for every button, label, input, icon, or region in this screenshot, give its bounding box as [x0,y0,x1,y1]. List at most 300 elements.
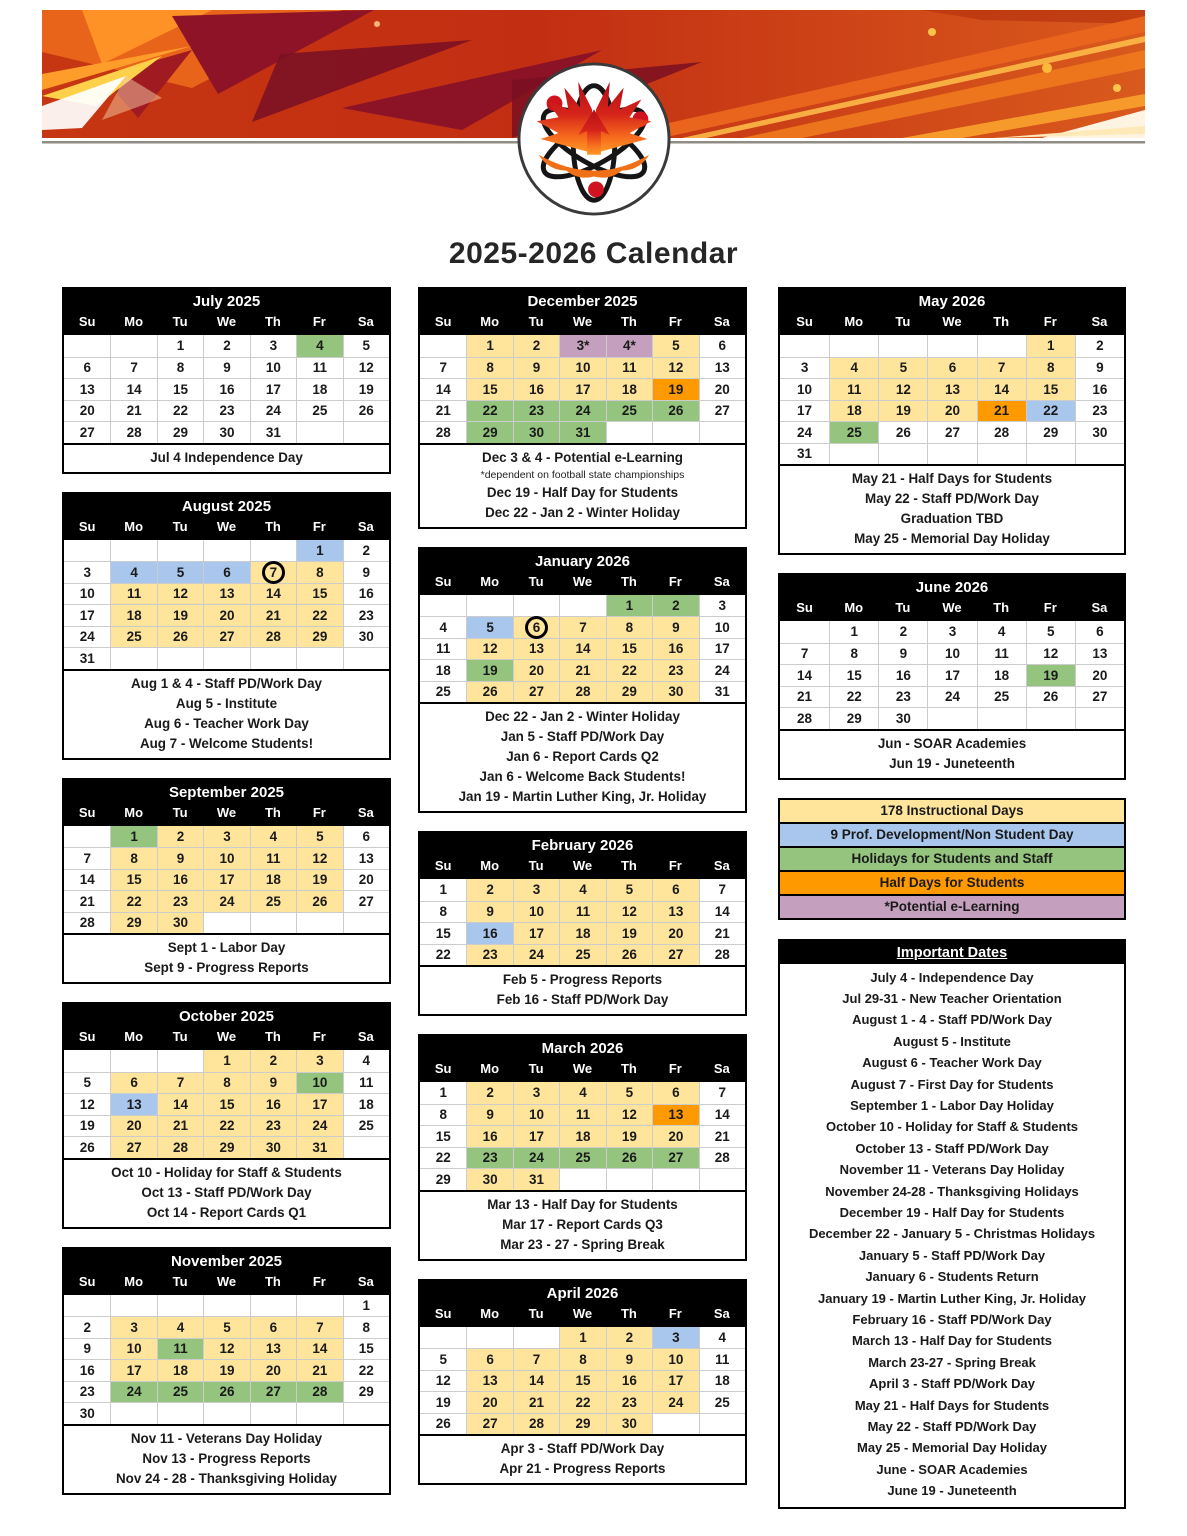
weekday-label: Sa [1091,314,1108,329]
day-cell: 3 [296,1050,342,1072]
weekday-header-row [420,1059,745,1082]
weekday-label: Tu [528,1061,544,1076]
month-notes [64,933,389,982]
day-cell: 26 [157,626,203,648]
day-cell: 31 [559,421,605,443]
day-cell: 25 [420,681,466,703]
day-cell: 25 [110,626,156,648]
day-cell: 13 [250,1338,296,1360]
day-cell: 12 [878,378,927,400]
month-grid [420,1082,745,1190]
day-cell: 17 [203,869,249,891]
day-cell: 28 [559,681,605,703]
important-date-item: August 7 - First Day for Students [850,1076,1054,1092]
month-note: Jan 5 - Staff PD/Work Day [500,729,665,744]
day-cell: 15 [110,869,156,891]
day-cell: 31 [513,1168,559,1190]
weekday-label: We [216,804,237,820]
month-title: March 2026 [420,1036,745,1059]
day-cell [513,595,559,617]
weekday-label: Sa [713,314,730,329]
month-march-2026 [418,1034,747,1261]
week-row [420,616,745,638]
important-date-item: May 22 - Staff PD/Work Day [867,1419,1037,1435]
month-notes [780,464,1124,553]
month-grid [64,1050,389,1158]
day-cell: 13 [203,583,249,605]
day-cell [296,1402,342,1424]
day-cell [559,1168,605,1190]
weekday-header-row [420,1304,745,1327]
week-row [420,1147,745,1169]
day-cell: 3 [927,621,976,643]
day-cell: 4 [250,826,296,848]
day-cell: 9 [466,1104,512,1126]
day-cell [829,335,878,357]
weekday-header-row [420,572,745,595]
important-date-item: March 13 - Half Day for Students [851,1333,1053,1349]
day-cell: 16 [606,1370,652,1392]
day-cell [559,595,605,617]
weekday-label: Sa [1091,600,1108,615]
day-cell: 4 [829,357,878,379]
day-cell: 30 [64,1402,110,1424]
weekday-header-row [420,312,745,335]
month-note: Mar 13 - Half Day for Students [487,1196,678,1212]
day-cell: 30 [652,681,698,703]
weekday-label: Tu [528,858,544,873]
weekday-label: Su [434,1061,452,1076]
day-cell: 24 [699,659,745,681]
day-cell: 4 [110,561,156,583]
day-cell: 10 [250,357,296,379]
day-cell: 15 [157,378,203,400]
weekday-header-row [780,312,1124,335]
day-cell: 9 [652,616,698,638]
day-cell: 31 [780,443,829,465]
month-title: November 2025 [64,1249,389,1272]
weekday-label: Sa [713,573,730,589]
day-cell: 7 [699,1082,745,1104]
month-title: August 2025 [64,494,389,517]
day-cell: 28 [699,944,745,966]
day-cell [652,1168,698,1190]
day-cell [250,1402,296,1424]
day-cell: 1 [420,879,466,901]
day-cell: 23 [343,604,389,626]
day-cell: 19 [157,604,203,626]
day-cell: 16 [466,922,512,944]
day-cell: 31 [699,681,745,703]
day-cell: 10 [110,1338,156,1360]
day-cell: 22 [296,604,342,626]
day-cell: 8 [296,561,342,583]
weekday-label: Su [434,858,452,873]
day-cell: 16 [1075,378,1124,400]
weekday-label: Th [620,1305,637,1321]
day-cell: 23 [878,686,927,708]
weekday-header-row [64,312,389,335]
weekday-label: Tu [172,314,188,329]
day-cell: 20 [203,604,249,626]
day-cell: 21 [780,686,829,708]
day-cell: 24 [652,1391,698,1413]
day-cell: 9 [343,561,389,583]
day-cell [64,335,110,357]
day-cell: 27 [64,421,110,443]
important-date-item: September 1 - Labor Day Holiday [850,1097,1054,1113]
day-cell: 17 [513,1125,559,1147]
day-cell: 6 [203,561,249,583]
day-cell: 8 [559,1348,605,1370]
day-cell: 16 [343,583,389,605]
day-cell: 13 [110,1093,156,1115]
weekday-label: Mo [480,314,500,329]
weekday-label: We [572,573,593,589]
day-cell: 21 [296,1359,342,1381]
day-cell [699,421,745,443]
day-cell: 31 [250,421,296,443]
day-cell: 7 [157,1072,203,1094]
day-cell: 27 [652,1147,698,1169]
day-cell: 26 [606,1147,652,1169]
weekday-label: Tu [172,1029,188,1044]
day-cell: 19 [606,1125,652,1147]
day-cell: 29 [466,421,512,443]
day-cell: 3 [250,335,296,357]
day-cell: 26 [878,421,927,443]
weekday-label: Mo [480,1305,500,1321]
day-cell: 20 [1075,664,1124,686]
week-row [64,1316,389,1338]
weekday-label: We [216,314,237,329]
day-cell: 8 [420,901,466,923]
day-cell [296,421,342,443]
weekday-label: Su [78,804,96,820]
day-cell: 11 [699,1348,745,1370]
week-row [64,890,389,912]
day-cell: 30 [343,626,389,648]
month-january-2026 [418,547,747,814]
weekday-label: Mo [844,314,864,329]
day-cell: 2 [157,826,203,848]
legend-item: *Potential e-Learning [780,896,1124,918]
week-row [420,335,745,357]
weekday-label: Su [796,600,813,615]
day-cell: 20 [466,1391,512,1413]
day-cell: 6 [343,826,389,848]
month-note: Oct 14 - Report Cards Q1 [146,1204,307,1220]
day-cell: 19 [343,378,389,400]
weekday-label: Tu [528,1305,544,1321]
weekday-label: Sa [357,1029,374,1044]
month-notes [780,729,1124,778]
month-note: Aug 6 - Teacher Work Day [144,715,309,731]
week-row [64,869,389,891]
month-grid [64,826,389,934]
day-cell: 6 [652,879,698,901]
day-cell: 21 [157,1115,203,1137]
day-cell: 14 [513,1370,559,1392]
day-cell: 25 [343,1115,389,1137]
day-cell: 20 [927,400,976,422]
day-cell: 9 [157,847,203,869]
day-cell: 14 [110,378,156,400]
day-cell: 4 [296,335,342,357]
weekday-label: Tu [172,1273,188,1289]
weekday-label: Tu [528,573,544,589]
week-row [420,1391,745,1413]
day-cell: 1 [1026,335,1075,357]
day-cell: 6 [110,1072,156,1094]
month-note: Mar 23 - 27 - Spring Break [500,1236,665,1252]
day-cell: 1 [343,1295,389,1317]
day-cell: 15 [606,638,652,660]
weekday-label: Fr [312,518,326,534]
weekday-label: We [216,1273,237,1289]
important-date-item: August 5 - Institute [893,1033,1011,1049]
day-cell: 22 [157,400,203,422]
day-cell [513,1327,559,1349]
month-notes [420,1434,745,1483]
day-cell: 25 [296,400,342,422]
month-note: Oct 10 - Holiday for Staff & Students [111,1164,342,1180]
week-row [420,681,745,703]
weekday-label: Tu [528,314,544,329]
week-row [420,638,745,660]
day-cell [296,647,342,669]
day-cell: 15 [466,378,512,400]
day-cell: 15 [420,922,466,944]
week-row [420,922,745,944]
weekday-header-row [64,517,389,540]
day-cell: 22 [420,944,466,966]
weekday-label: Fr [668,1061,682,1076]
color-legend [778,798,1126,920]
day-cell [157,1295,203,1317]
day-cell: 1 [466,335,512,357]
day-cell: 7 [977,357,1026,379]
day-cell: 29 [157,421,203,443]
week-row [420,595,745,617]
weekday-label: Fr [312,804,326,820]
month-title: June 2026 [780,575,1124,598]
day-cell: 21 [64,890,110,912]
day-cell: 11 [296,357,342,379]
week-row [64,357,389,379]
day-cell: 24 [296,1115,342,1137]
day-cell [699,1168,745,1190]
day-cell: 4 [420,616,466,638]
day-cell: 13 [1075,643,1124,665]
month-note: Oct 13 - Staff PD/Work Day [141,1184,312,1200]
day-cell: 8 [110,847,156,869]
day-cell: 20 [250,1359,296,1381]
week-row [64,1072,389,1094]
day-cell: 23 [1075,400,1124,422]
day-cell: 10 [652,1348,698,1370]
day-cell: 6 [652,1082,698,1104]
day-cell: 13 [652,1104,698,1126]
day-cell: 14 [699,1104,745,1126]
day-cell [110,1295,156,1317]
day-cell [110,335,156,357]
day-cell [250,540,296,562]
day-cell: 26 [64,1136,110,1158]
important-date-item: August 1 - 4 - Staff PD/Work Day [852,1012,1052,1028]
day-cell: 8 [203,1072,249,1094]
month-note: Jul 4 Independence Day [150,449,303,465]
week-row [780,664,1124,686]
weekday-label: Mo [844,600,864,615]
day-cell: 21 [977,400,1026,422]
day-cell: 26 [606,944,652,966]
day-cell: 23 [250,1115,296,1137]
day-cell: 22 [559,1391,605,1413]
month-july-2025 [62,287,391,474]
day-cell: 3 [110,1316,156,1338]
month-grid [420,335,745,443]
day-cell: 22 [420,1147,466,1169]
month-note: Apr 21 - Progress Reports [499,1461,666,1476]
page-title: 2025-2026 Calendar [448,237,739,270]
week-row [64,847,389,869]
day-cell: 17 [652,1370,698,1392]
month-grid [420,595,745,703]
day-cell [250,1295,296,1317]
day-cell: 27 [652,944,698,966]
day-cell: 10 [203,847,249,869]
weekday-label: We [942,314,962,329]
day-cell: 1 [157,335,203,357]
day-cell [64,1050,110,1072]
day-cell: 21 [699,1125,745,1147]
day-cell: 4 [559,879,605,901]
weekday-header-row [64,1027,389,1050]
day-cell: 9 [606,1348,652,1370]
day-cell [780,335,829,357]
month-note: Feb 16 - Staff PD/Work Day [496,992,669,1007]
day-cell: 9 [878,643,927,665]
day-cell: 14 [559,638,605,660]
day-cell: 12 [1026,643,1075,665]
day-cell: 21 [513,1391,559,1413]
important-date-item: December 22 - January 5 - Christmas Holidays [808,1226,1096,1242]
weekday-label: Th [993,600,1010,615]
day-cell: 24 [927,686,976,708]
week-row [420,357,745,379]
day-cell: 15 [559,1370,605,1392]
legend-item: Holidays for Students and Staff [780,848,1124,872]
day-cell: 18 [250,869,296,891]
month-title: September 2025 [64,780,389,803]
month-note: Nov 13 - Progress Reports [142,1450,311,1466]
week-row [780,443,1124,465]
day-cell [977,707,1026,729]
weekday-label: Fr [312,1029,326,1044]
day-cell: 11 [343,1072,389,1094]
weekday-label: Th [620,573,637,589]
important-date-item: January 19 - Martin Luther King, Jr. Holiday [817,1290,1086,1306]
day-cell: 12 [606,901,652,923]
day-cell: 9 [64,1338,110,1360]
week-row [64,1381,389,1403]
day-cell: 2 [466,1082,512,1104]
important-date-item: October 13 - Staff PD/Work Day [855,1140,1049,1156]
day-cell: 10 [64,583,110,605]
day-cell: 13 [343,847,389,869]
day-cell: 4 [343,1050,389,1072]
day-cell: 29 [420,1168,466,1190]
weekday-header-row [64,1272,389,1295]
day-cell: 4 [559,1082,605,1104]
month-title: April 2026 [420,1281,745,1304]
weekday-label: Mo [124,804,144,820]
day-cell: 5 [606,1082,652,1104]
important-date-item: October 10 - Holiday for Staff & Students [825,1119,1079,1135]
day-cell: 16 [652,638,698,660]
day-cell [1026,707,1075,729]
day-cell: 1 [829,621,878,643]
week-row [420,1370,745,1392]
important-dates-header [780,941,1124,964]
week-row [420,1348,745,1370]
day-cell [606,421,652,443]
day-cell: 26 [1026,686,1075,708]
day-cell: 5 [1026,621,1075,643]
day-cell: 30 [606,1413,652,1435]
day-cell [203,1295,249,1317]
day-cell: 30 [157,912,203,934]
week-row [420,1104,745,1126]
day-cell [203,912,249,934]
day-cell: 22 [110,890,156,912]
weekday-label: Mo [124,1273,144,1289]
week-row [64,421,389,443]
day-cell: 25 [977,686,1026,708]
day-cell: 10 [927,643,976,665]
day-cell [699,1413,745,1435]
day-cell: 11 [559,901,605,923]
day-cell: 28 [780,707,829,729]
day-cell: 29 [296,626,342,648]
month-note: Dec 22 - Jan 2 - Winter Holiday [485,709,680,724]
day-cell: 27 [927,421,976,443]
day-cell [296,912,342,934]
weekday-label: Fr [668,573,682,589]
day-cell: 15 [1026,378,1075,400]
day-cell: 2 [343,540,389,562]
day-cell: 5 [420,1348,466,1370]
day-cell: 25 [829,421,878,443]
week-row [420,421,745,443]
day-cell: 16 [203,378,249,400]
day-cell [110,647,156,669]
day-cell: 19 [606,922,652,944]
day-cell: 5 [157,561,203,583]
day-cell: 28 [157,1136,203,1158]
weekday-label: Th [993,314,1010,329]
day-cell: 4 [699,1327,745,1349]
week-row [780,400,1124,422]
day-cell: 19 [466,659,512,681]
day-cell: 11 [977,643,1026,665]
day-cell: 30 [466,1168,512,1190]
day-cell: 5 [466,616,512,638]
weekday-header-row [64,803,389,826]
weekday-label: Sa [713,1061,730,1076]
day-cell: 8 [829,643,878,665]
